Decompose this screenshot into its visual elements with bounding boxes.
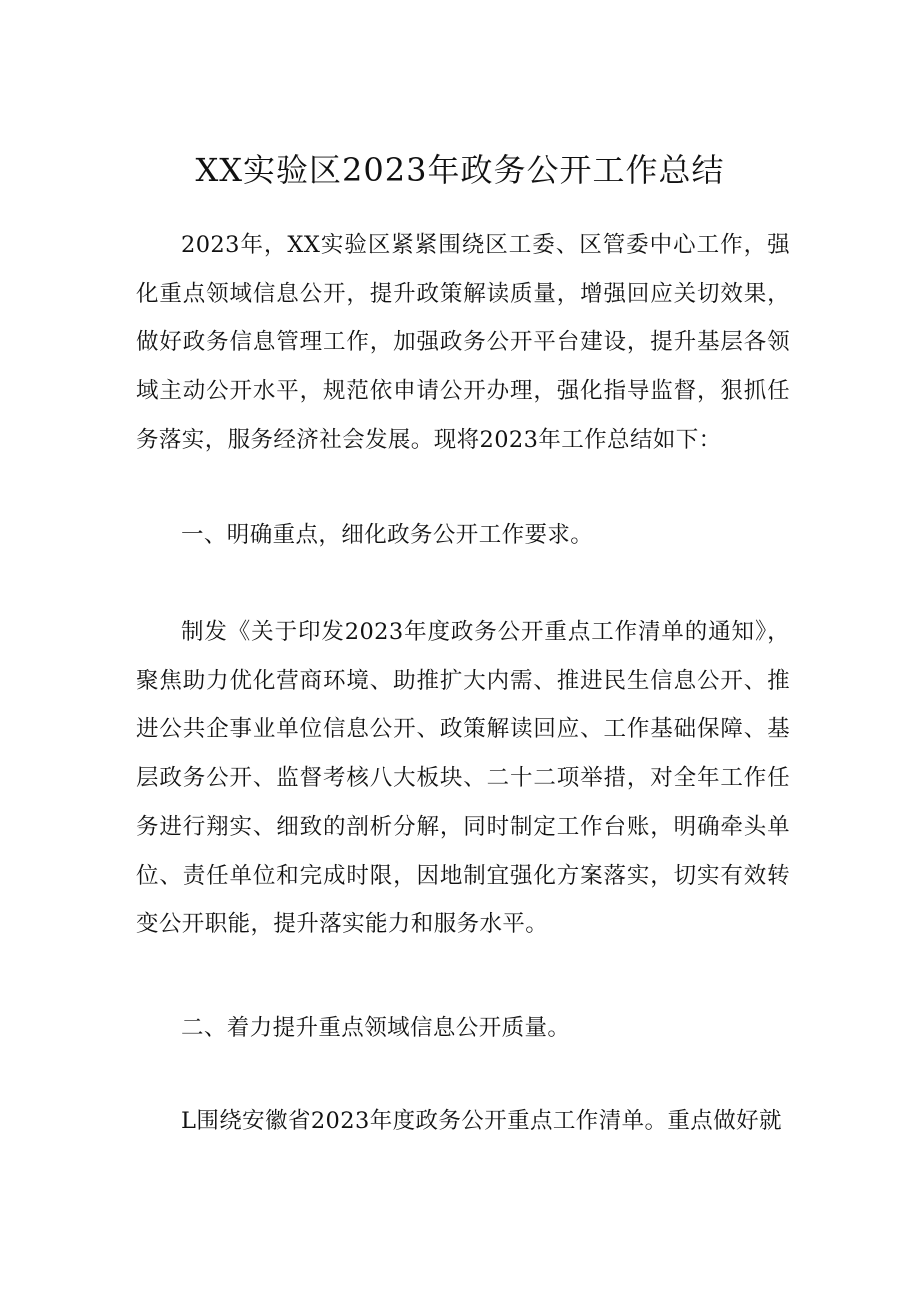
section-body-2: L围绕安徽省2023年度政务公开重点工作清单。重点做好就 <box>181 1108 782 1134</box>
section-heading-2: 二、着力提升重点领域信息公开质量。 <box>181 1015 571 1041</box>
document-title: XX实验区2023年政务公开工作总结 <box>195 151 725 189</box>
section-heading-1: 一、明确重点，细化政务公开工作要求。 <box>181 522 594 548</box>
section-body-1: 制发《关于印发2023年度政务公开重点工作清单的通知》，聚焦助力优化营商环境、助推扩大内需、推进民生信息公开、推进公共企事业单位信息公开、政策解读回应、工作基础保障、基层政务公开、监督考核八大板块、二十二项举措，对全年工作任务进行翔实、细致的剖析分解，同时制定工作台账，明确牵头单位、责任单位和完成时限，因地制宜强化方案落实，切实有效转变公开职能，提升落实能力和服务水平。 <box>136 619 790 938</box>
intro-paragraph: 2023年，XX实验区紧紧围绕区工委、区管委中心工作，强化重点领域信息公开，提升政策解读质量，增强回应关切效果，做好政务信息管理工作，加强政务公开平台建设，提升基层各领域主动公开水平，规范依申请公开办理，强化指导监督，狠抓任务落实，服务经济社会发展。现将2023年工作总结如下： <box>136 232 790 453</box>
